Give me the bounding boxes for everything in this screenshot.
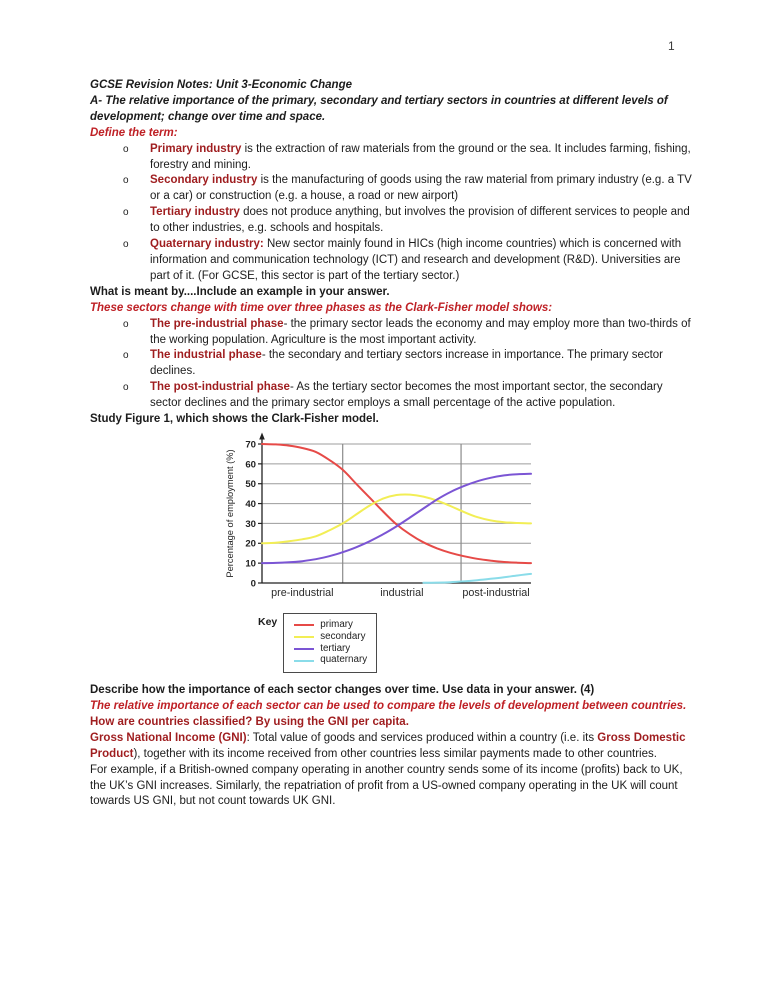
bullet-marker: o: [123, 207, 129, 219]
bullet-marker: o: [123, 175, 129, 187]
paragraph: How are countries classified? By using the GNI per capita.: [90, 715, 409, 728]
legend-line-sample: [294, 648, 314, 650]
page-number: 1: [668, 39, 675, 53]
notes-section-bottom: [90, 683, 694, 810]
legend-box: [283, 613, 377, 673]
legend-label: primary: [320, 618, 353, 630]
phase-label-pre-industrial: pre-industrial: [271, 586, 334, 599]
y-tick-label: 0: [250, 578, 256, 590]
bullet-item: o Secondary industry is the manufacturing of goods using the raw material from primary industry (e.g. a TV or a car) or construction (e.g. a house, a road or new airport): [90, 173, 694, 205]
y-tick-label: 60: [245, 459, 256, 471]
bullet-marker: o: [123, 143, 129, 155]
bullet-marker: o: [123, 382, 129, 394]
legend-row-tertiary: [294, 644, 370, 655]
bullet-item: o The post-industrial phase- As the tertiary sector becomes the most important sector, the secondary sector declines and the primary sector employs a small percentage of the active population.: [90, 380, 694, 412]
document-body: [90, 78, 694, 810]
y-tick-label: 40: [245, 498, 256, 510]
clark-fisher-chart: [225, 430, 540, 606]
legend-line-sample: [294, 636, 314, 638]
legend-key-label: Key: [258, 615, 278, 628]
y-tick-label: 20: [245, 538, 256, 550]
series-quaternary: [423, 574, 531, 583]
paragraph: Define the term:: [90, 126, 178, 139]
chart-legend: [258, 613, 694, 673]
paragraph: Gross National Income (GNI): Total value of goods and services produced within a country (i.e. its Gross Domestic Product), together with its income received from other countries less similar payments made to other countries.: [90, 731, 686, 760]
bullet-marker: o: [123, 318, 129, 330]
legend-row-secondary: [294, 632, 370, 643]
legend-row-primary: [294, 620, 370, 631]
legend-line-sample: [294, 624, 314, 626]
phase-label-post-industrial: post-industrial: [462, 586, 530, 599]
bullet-item: o Tertiary industry does not produce anything, but involves the provision of different services to people and to other industries, e.g. schools and hospitals.: [90, 205, 694, 237]
legend-label: quaternary: [320, 654, 368, 666]
paragraph: A- The relative importance of the primary, secondary and tertiary sectors in countries at different levels of development; change over time and space.: [90, 94, 668, 123]
legend-line-sample: [294, 660, 314, 662]
bullet-marker: o: [123, 239, 129, 251]
paragraph: GCSE Revision Notes: Unit 3-Economic Change: [90, 79, 352, 91]
phase-label-industrial: industrial: [380, 586, 424, 599]
paragraph: Describe how the importance of each sector changes over time. Use data in your answer. (4): [90, 684, 595, 697]
series-tertiary: [262, 474, 531, 563]
paragraph: For example, if a British-owned company operating in another country sends some of its income (profits) back to UK, the UK’s GNI increases. Similarly, the repatriation of profit from a US-owned company operating in the UK will count towards US GNI, but not count towards UK GNI.: [90, 763, 683, 808]
notes-section-top: [90, 78, 694, 428]
bullet-item: o Quaternary industry: New sector mainly found in HICs (high income countries) which is concerned with information and communication technology (ICT) and research and development (R&D). Universities are part of it. (For GCSE, this sector is part of the tertiary sector.): [90, 237, 694, 285]
series-secondary: [262, 494, 531, 543]
y-axis-title: Percentage of employment (%): [225, 449, 235, 578]
paragraph: Study Figure 1, which shows the Clark-Fisher model.: [90, 413, 379, 426]
legend-label: secondary: [320, 630, 366, 642]
paragraph: The relative importance of each sector can be used to compare the levels of development between countries.: [90, 700, 687, 713]
y-tick-label: 50: [245, 479, 256, 491]
legend-row-quaternary: [294, 655, 370, 666]
y-tick-label: 30: [245, 518, 256, 530]
bullet-item: o Primary industry is the extraction of raw materials from the ground or the sea. It includes farming, fishing, forestry and mining.: [90, 142, 694, 174]
bullet-item: o The industrial phase- the secondary and tertiary sectors increase in importance. The primary sector declines.: [90, 348, 694, 380]
y-axis-arrow-icon: [259, 432, 265, 439]
bullet-marker: o: [123, 350, 129, 362]
y-tick-label: 10: [245, 558, 256, 570]
bullet-item: o The pre-industrial phase- the primary sector leads the economy and may employ more than two-thirds of the working population. Agriculture is the most important activity.: [90, 317, 694, 349]
paragraph: These sectors change with time over three phases as the Clark-Fisher model shows:: [90, 301, 553, 314]
y-tick-label: 70: [245, 439, 256, 451]
paragraph: What is meant by....Include an example in your answer.: [90, 285, 390, 298]
legend-label: tertiary: [320, 642, 351, 654]
clark-fisher-figure: [225, 430, 540, 606]
